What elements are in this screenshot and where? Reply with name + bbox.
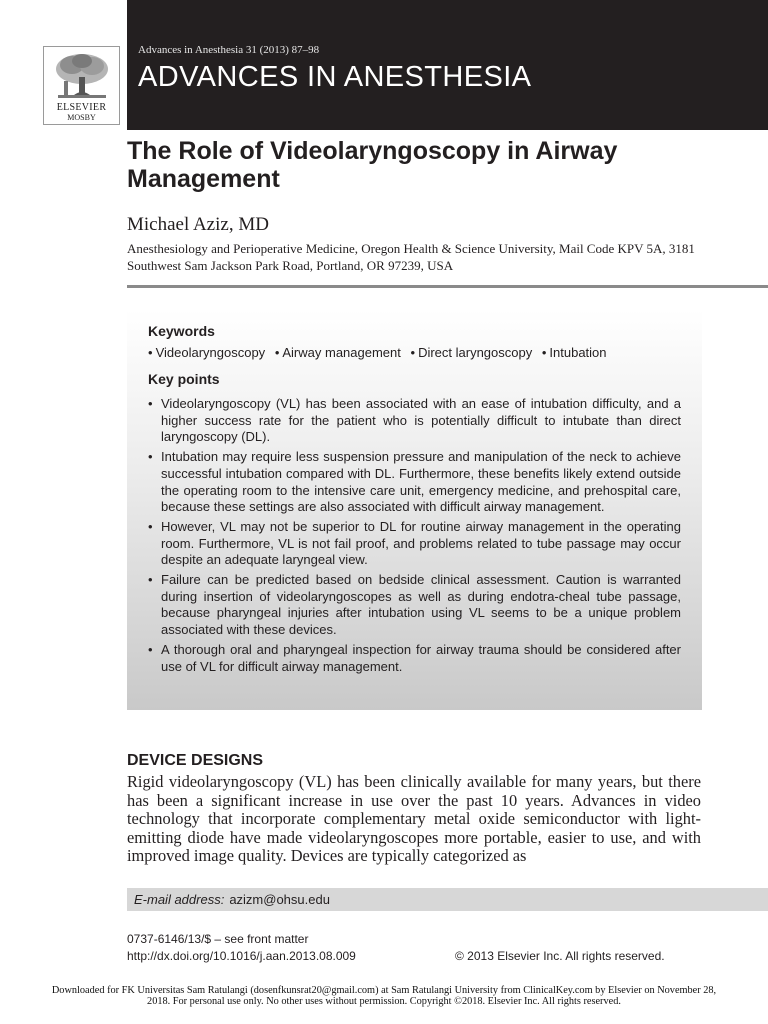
copyright-notice: © 2013 Elsevier Inc. All rights reserved. (455, 949, 665, 963)
section-heading: DEVICE DESIGNS (127, 752, 264, 769)
email-address[interactable]: azizm@ohsu.edu (229, 892, 330, 907)
email-label: E-mail address: (134, 892, 225, 907)
key-points-list (148, 396, 681, 675)
keywords-heading: Keywords (148, 323, 215, 339)
key-point: • A thorough oral and pharyngeal inspection for airway trauma should be considered after use of VL for difficult airway management. (148, 642, 681, 675)
key-point: • Intubation may require less suspension pressure and manipulation of the neck to achieve successful intubation compared with DL. Furthermore, these benefits likely extend outside the operating room to the intensive care unit, emergency medicine, and prehospital care, because these settings are also associated with difficult airway management. (148, 449, 681, 516)
journal-header (127, 0, 768, 130)
keyword: • Intubation (542, 345, 607, 360)
keyword: • Videolaryngoscopy (148, 345, 265, 360)
keywords-list (148, 342, 681, 364)
keyword: • Airway management (275, 345, 401, 360)
doi-link[interactable]: http://dx.doi.org/10.1016/j.aan.2013.08.009 (127, 949, 356, 963)
key-point: • However, VL may not be superior to DL for routine airway management in the operating room. Furthermore, VL is not fail proof, and problems related to tube passage may occur despite an adequate laryngeal view. (148, 519, 681, 569)
author-name: Michael Aziz, MD (127, 214, 269, 235)
download-notice: Downloaded for FK Universitas Sam Ratulangi (dosenfkunsrat20@gmail.com) at Sam Ratulangi University from ClinicalKey.com by Elsevier on November 28, 2018. For personal use only. No other uses without permission. Copyright ©2018. Elsevier Inc. All rights reserved. (51, 985, 717, 1007)
key-point: • Failure can be predicted based on bedside clinical assessment. Caution is warranted during insertion of videolaryngoscopes as well as during endotra-cheal tube passage, because pharyngeal injuries after intubation using VL seems to be a unique problem associated with these devices. (148, 572, 681, 639)
issn-line: 0737-6146/13/$ – see front matter (127, 932, 309, 946)
body-paragraph: Rigid videolaryngoscopy (VL) has been clinically available for many years, but there has been a significant increase in use over the past 10 years. Advances in video technology that incorporate complementary metal oxide semiconductor with light-emitting diode have made videolaryngoscopes more portable, easier to use, and with improved image quality. Devices are typically categorized as (127, 772, 701, 865)
keyword: • Direct laryngoscopy (411, 345, 533, 360)
key-points-heading: Key points (148, 371, 220, 387)
article-title: The Role of Videolaryngoscopy in Airway Management (127, 137, 618, 193)
logo-imprint-name: MOSBY (67, 113, 96, 122)
author-affiliation: Anesthesiology and Perioperative Medicine, Oregon Health & Science University, Mail Code KPV 5A, 3181 Southwest Sam Jackson Park Road, Portland, OR 97239, USA (127, 241, 695, 273)
key-point: • Videolaryngoscopy (VL) has been associated with an ease of intubation difficulty, and a higher success rate for the patient who is potentially difficult to intubate than direct laryngoscopy (DL). (148, 396, 681, 446)
elsevier-logo (43, 46, 120, 125)
tree-icon (52, 51, 112, 101)
journal-name: ADVANCES IN ANESTHESIA (138, 61, 532, 93)
logo-publisher-name: ELSEVIER (56, 102, 107, 113)
email-footnote (127, 888, 768, 911)
journal-citation: Advances in Anesthesia 31 (2013) 87–98 (138, 44, 320, 56)
header-divider (127, 285, 768, 288)
keywords-box (127, 310, 702, 710)
